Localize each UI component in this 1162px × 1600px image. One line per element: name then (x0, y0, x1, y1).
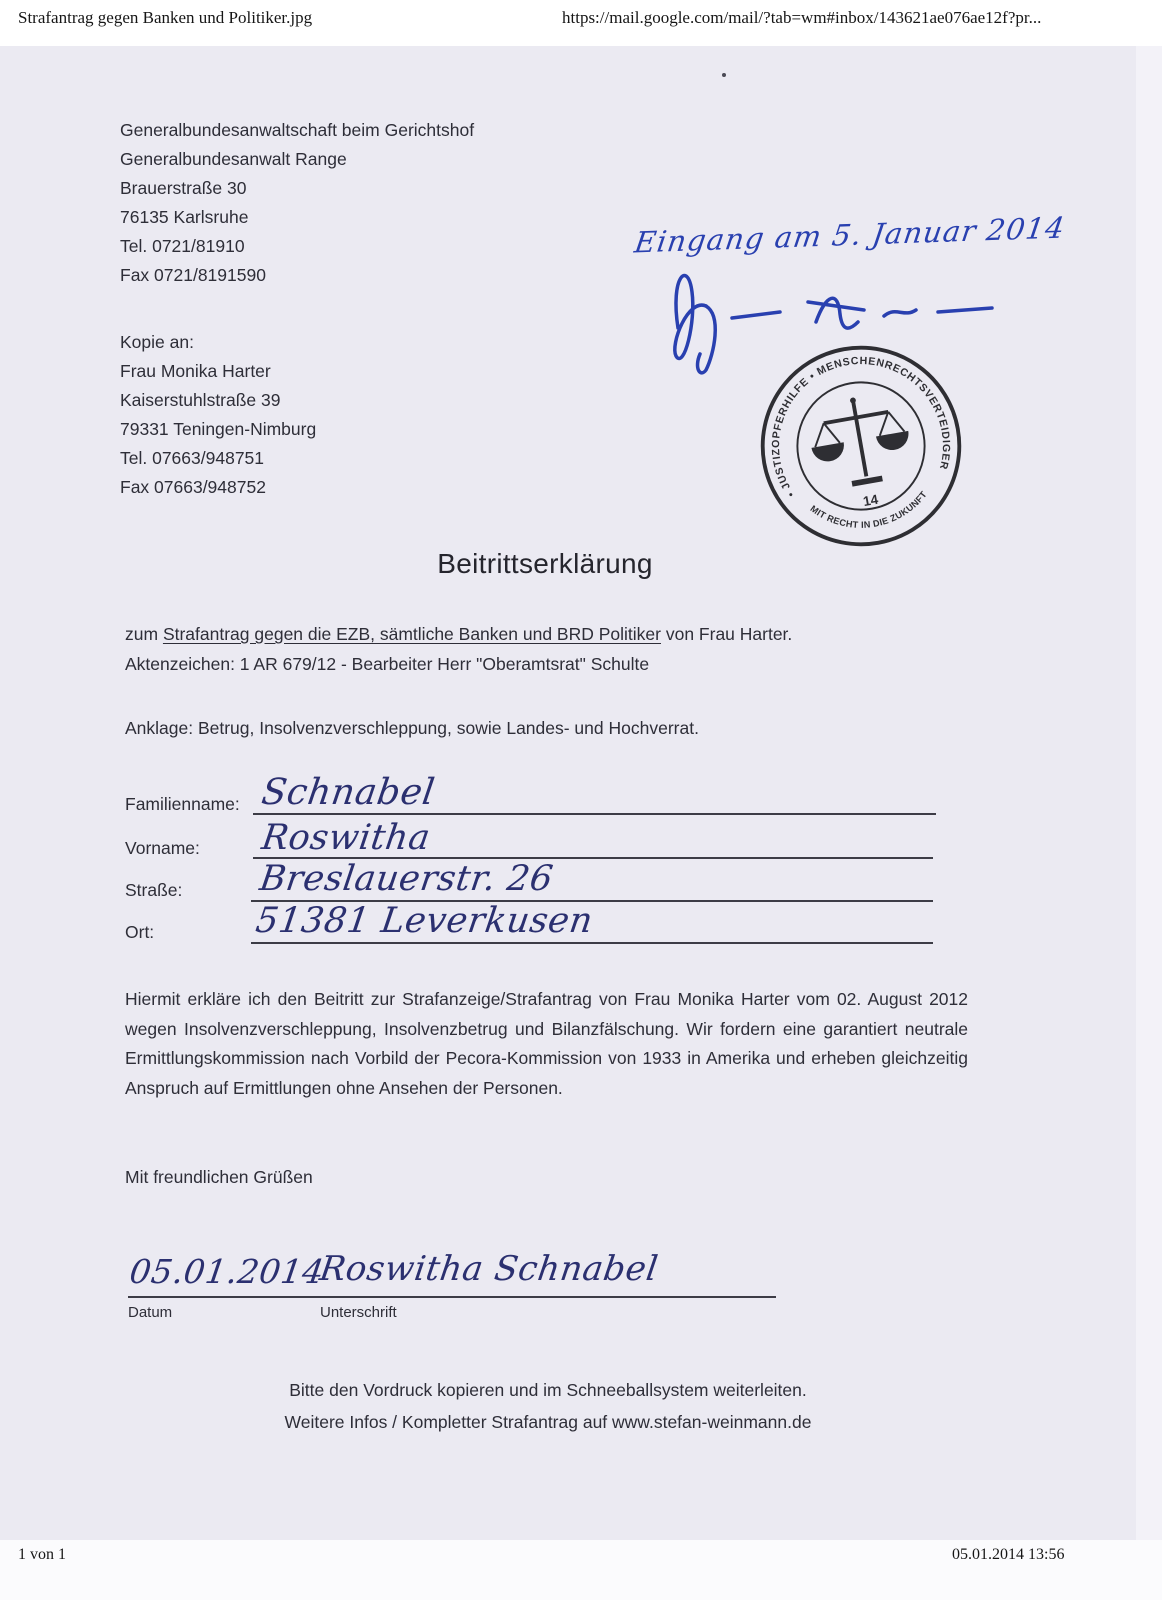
copy-address-block (120, 328, 316, 502)
footer-note-line: Bitte den Vordruck kopieren und im Schneeballsystem weiterleiten. (289, 1380, 807, 1400)
scan-artifact-dot (722, 73, 726, 77)
handwritten-ort: 51381 Leverkusen (253, 901, 596, 941)
copy-line: Frau Monika Harter (120, 361, 271, 381)
document-filename: Strafantrag gegen Banken und Politiker.jpg (18, 8, 313, 27)
print-timestamp: 05.01.2014 13:56 (952, 1546, 1065, 1563)
handwritten-vorname: Roswitha (259, 818, 433, 858)
copy-line: Fax 07663/948752 (120, 477, 266, 497)
closing-line: Mit freundlichen Grüßen (125, 1167, 313, 1187)
stamp-ring-text: • JUSTIZOPFERHILFE • MENSCHENRECHTSVERTEIDIGER (769, 354, 952, 500)
scales-of-justice-icon (804, 389, 916, 490)
date-label: Datum (128, 1304, 173, 1321)
recipient-line: Generalbundesanwaltschaft beim Gerichtshof (120, 120, 475, 140)
declaration-paragraph: Hiermit erkläre ich den Beitritt zur Strafanzeige/Strafantrag von Frau Monika Harter vom 02. August 2012 wegen Insolvenzverschleppung, Insolvenzbetrug und Bilanzfälschung. Wir fordern eine garantiert neutrale Ermittlungskommission nach Vorbild der Pecora-Kommission von 1933 in Amerika und erheben gleichzeitig Anspruch auf Ermittlungen ohne Ansehen der Personen. (125, 989, 968, 1098)
handwritten-receipt-note: Eingang am 5. Januar 2014 (632, 210, 1068, 260)
recipient-line: Fax 0721/8191590 (120, 265, 266, 285)
copy-line: Tel. 07663/948751 (120, 448, 265, 468)
signature-label: Unterschrift (320, 1304, 397, 1321)
document-title: Beitrittserklärung (437, 548, 653, 579)
signature-rule (128, 1296, 776, 1298)
scan-edge-band (1136, 46, 1162, 1540)
handwritten-strasse: Breslauerstr. 26 (257, 859, 556, 899)
field-label-vorname: Vorname: (125, 838, 200, 858)
handwritten-date: 05.01.2014 (127, 1252, 327, 1291)
field-rule-ort (251, 942, 933, 944)
charge-line: Anklage: Betrug, Insolvenzverschleppung, sowie Landes- und Hochverrat. (125, 718, 699, 738)
stamp-bottom-text: MIT RECHT IN DIE ZUKUNFT (808, 489, 929, 530)
handwritten-signature: Roswitha Schnabel (317, 1249, 661, 1289)
copy-line: 79331 Teningen-Nimburg (120, 419, 317, 439)
copy-line: Kaiserstuhlstraße 39 (120, 390, 281, 410)
stamp-number: 14 (861, 491, 880, 510)
intro-line (125, 620, 975, 650)
footer-note (0, 1374, 1096, 1438)
recipient-line: 76135 Karlsruhe (120, 207, 249, 227)
handwritten-familienname: Schnabel (259, 772, 438, 813)
recipient-line: Generalbundesanwalt Range (120, 149, 347, 169)
field-label-familienname: Familienname: (125, 794, 240, 814)
intro-paragraph (125, 620, 975, 679)
copy-heading: Kopie an: (120, 332, 194, 352)
field-label-ort: Ort: (125, 922, 155, 942)
source-url: https://mail.google.com/mail/?tab=wm#inbox/143621ae076ae12f?pr... (562, 8, 1042, 27)
footer-note-line: Weitere Infos / Kompletter Strafantrag auf www.stefan-weinmann.de (284, 1412, 812, 1432)
intro-suffix: von Frau Harter. (660, 624, 793, 644)
field-label-strasse: Straße: (125, 880, 183, 900)
page-number: 1 von 1 (18, 1546, 66, 1563)
case-reference-line: Aktenzeichen: 1 AR 679/12 - Bearbeiter Herr "Oberamtsrat" Schulte (125, 653, 650, 674)
recipient-address-block (120, 116, 474, 290)
justice-victim-aid-stamp (738, 323, 984, 569)
field-rule-familienname (253, 813, 936, 815)
recipient-line: Tel. 0721/81910 (120, 236, 245, 256)
recipient-line: Brauerstraße 30 (120, 178, 247, 198)
intro-underlined: Strafantrag gegen die EZB, sämtliche Banken und BRD Politiker (162, 624, 661, 644)
intro-prefix: zum (125, 624, 163, 644)
